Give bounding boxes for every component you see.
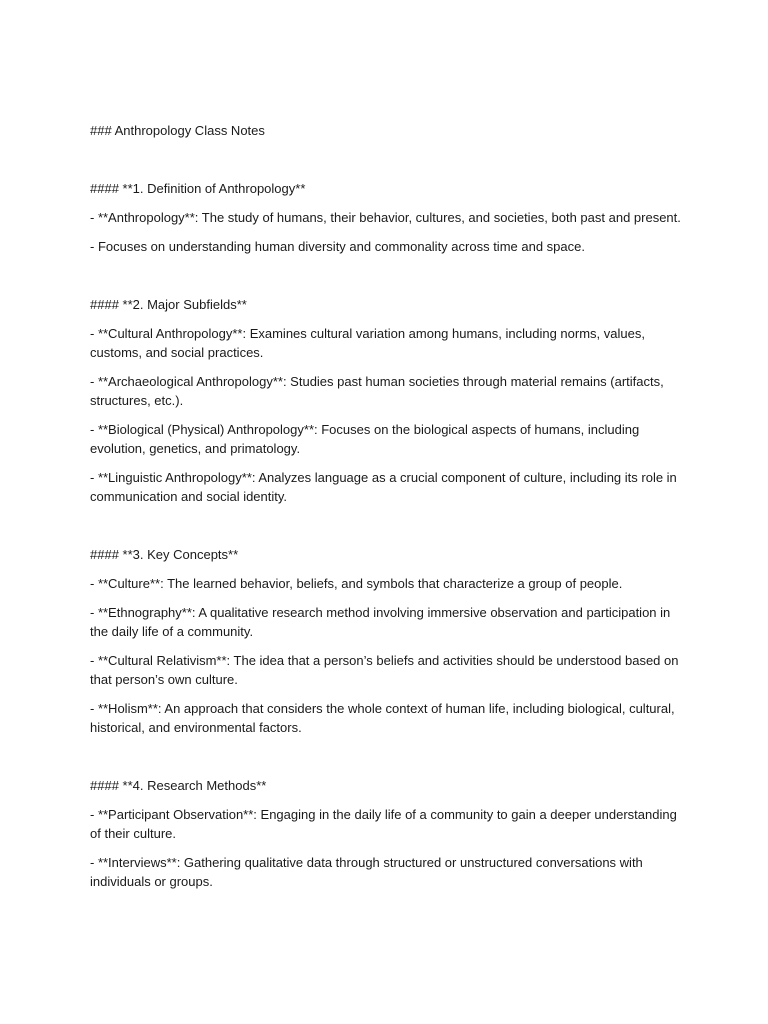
list-item: - **Participant Observation**: Engaging in the daily life of a community to gain a deeper understanding of their culture. (90, 807, 681, 841)
section-spacer (90, 516, 690, 545)
section-heading: #### **3. Key Concepts** (90, 547, 239, 562)
section-spacer (90, 747, 690, 776)
section-heading: #### **2. Major Subfields** (90, 297, 247, 312)
section-major-subfields (90, 295, 690, 506)
list-item: - **Cultural Relativism**: The idea that a person’s beliefs and activities should be understood based on that person’s own culture. (90, 653, 683, 687)
list-item: - **Ethnography**: A qualitative research method involving immersive observation and participation in the daily life of a community. (90, 605, 674, 639)
document-body (90, 121, 690, 901)
list-item: - **Cultural Anthropology**: Examines cultural variation among humans, including norms, values, customs, and social practices. (90, 326, 649, 360)
list-item: - **Linguistic Anthropology**: Analyzes language as a crucial component of culture, including its role in communication and social identity. (90, 470, 681, 504)
section-spacer (90, 266, 690, 295)
section-key-concepts (90, 545, 690, 737)
list-item: - **Archaeological Anthropology**: Studies past human societies through material remains (artifacts, structures, etc.). (90, 374, 668, 408)
list-item: - **Culture**: The learned behavior, beliefs, and symbols that characterize a group of people. (90, 576, 623, 591)
section-heading: #### **1. Definition of Anthropology** (90, 181, 306, 196)
section-research-methods (90, 776, 690, 891)
list-item: - **Biological (Physical) Anthropology**: Focuses on the biological aspects of humans, including evolution, genetics, and primatology. (90, 422, 643, 456)
section-definition (90, 179, 690, 256)
list-item: - **Holism**: An approach that considers the whole context of human life, including biological, cultural, historical, and environmental factors. (90, 701, 679, 735)
document-title: ### Anthropology Class Notes (90, 123, 265, 138)
list-item: - **Interviews**: Gathering qualitative data through structured or unstructured conversations with individuals or groups. (90, 855, 647, 889)
list-item: - Focuses on understanding human diversity and commonality across time and space. (90, 239, 585, 254)
list-item: - **Anthropology**: The study of humans, their behavior, cultures, and societies, both past and present. (90, 210, 681, 225)
section-heading: #### **4. Research Methods** (90, 778, 267, 793)
